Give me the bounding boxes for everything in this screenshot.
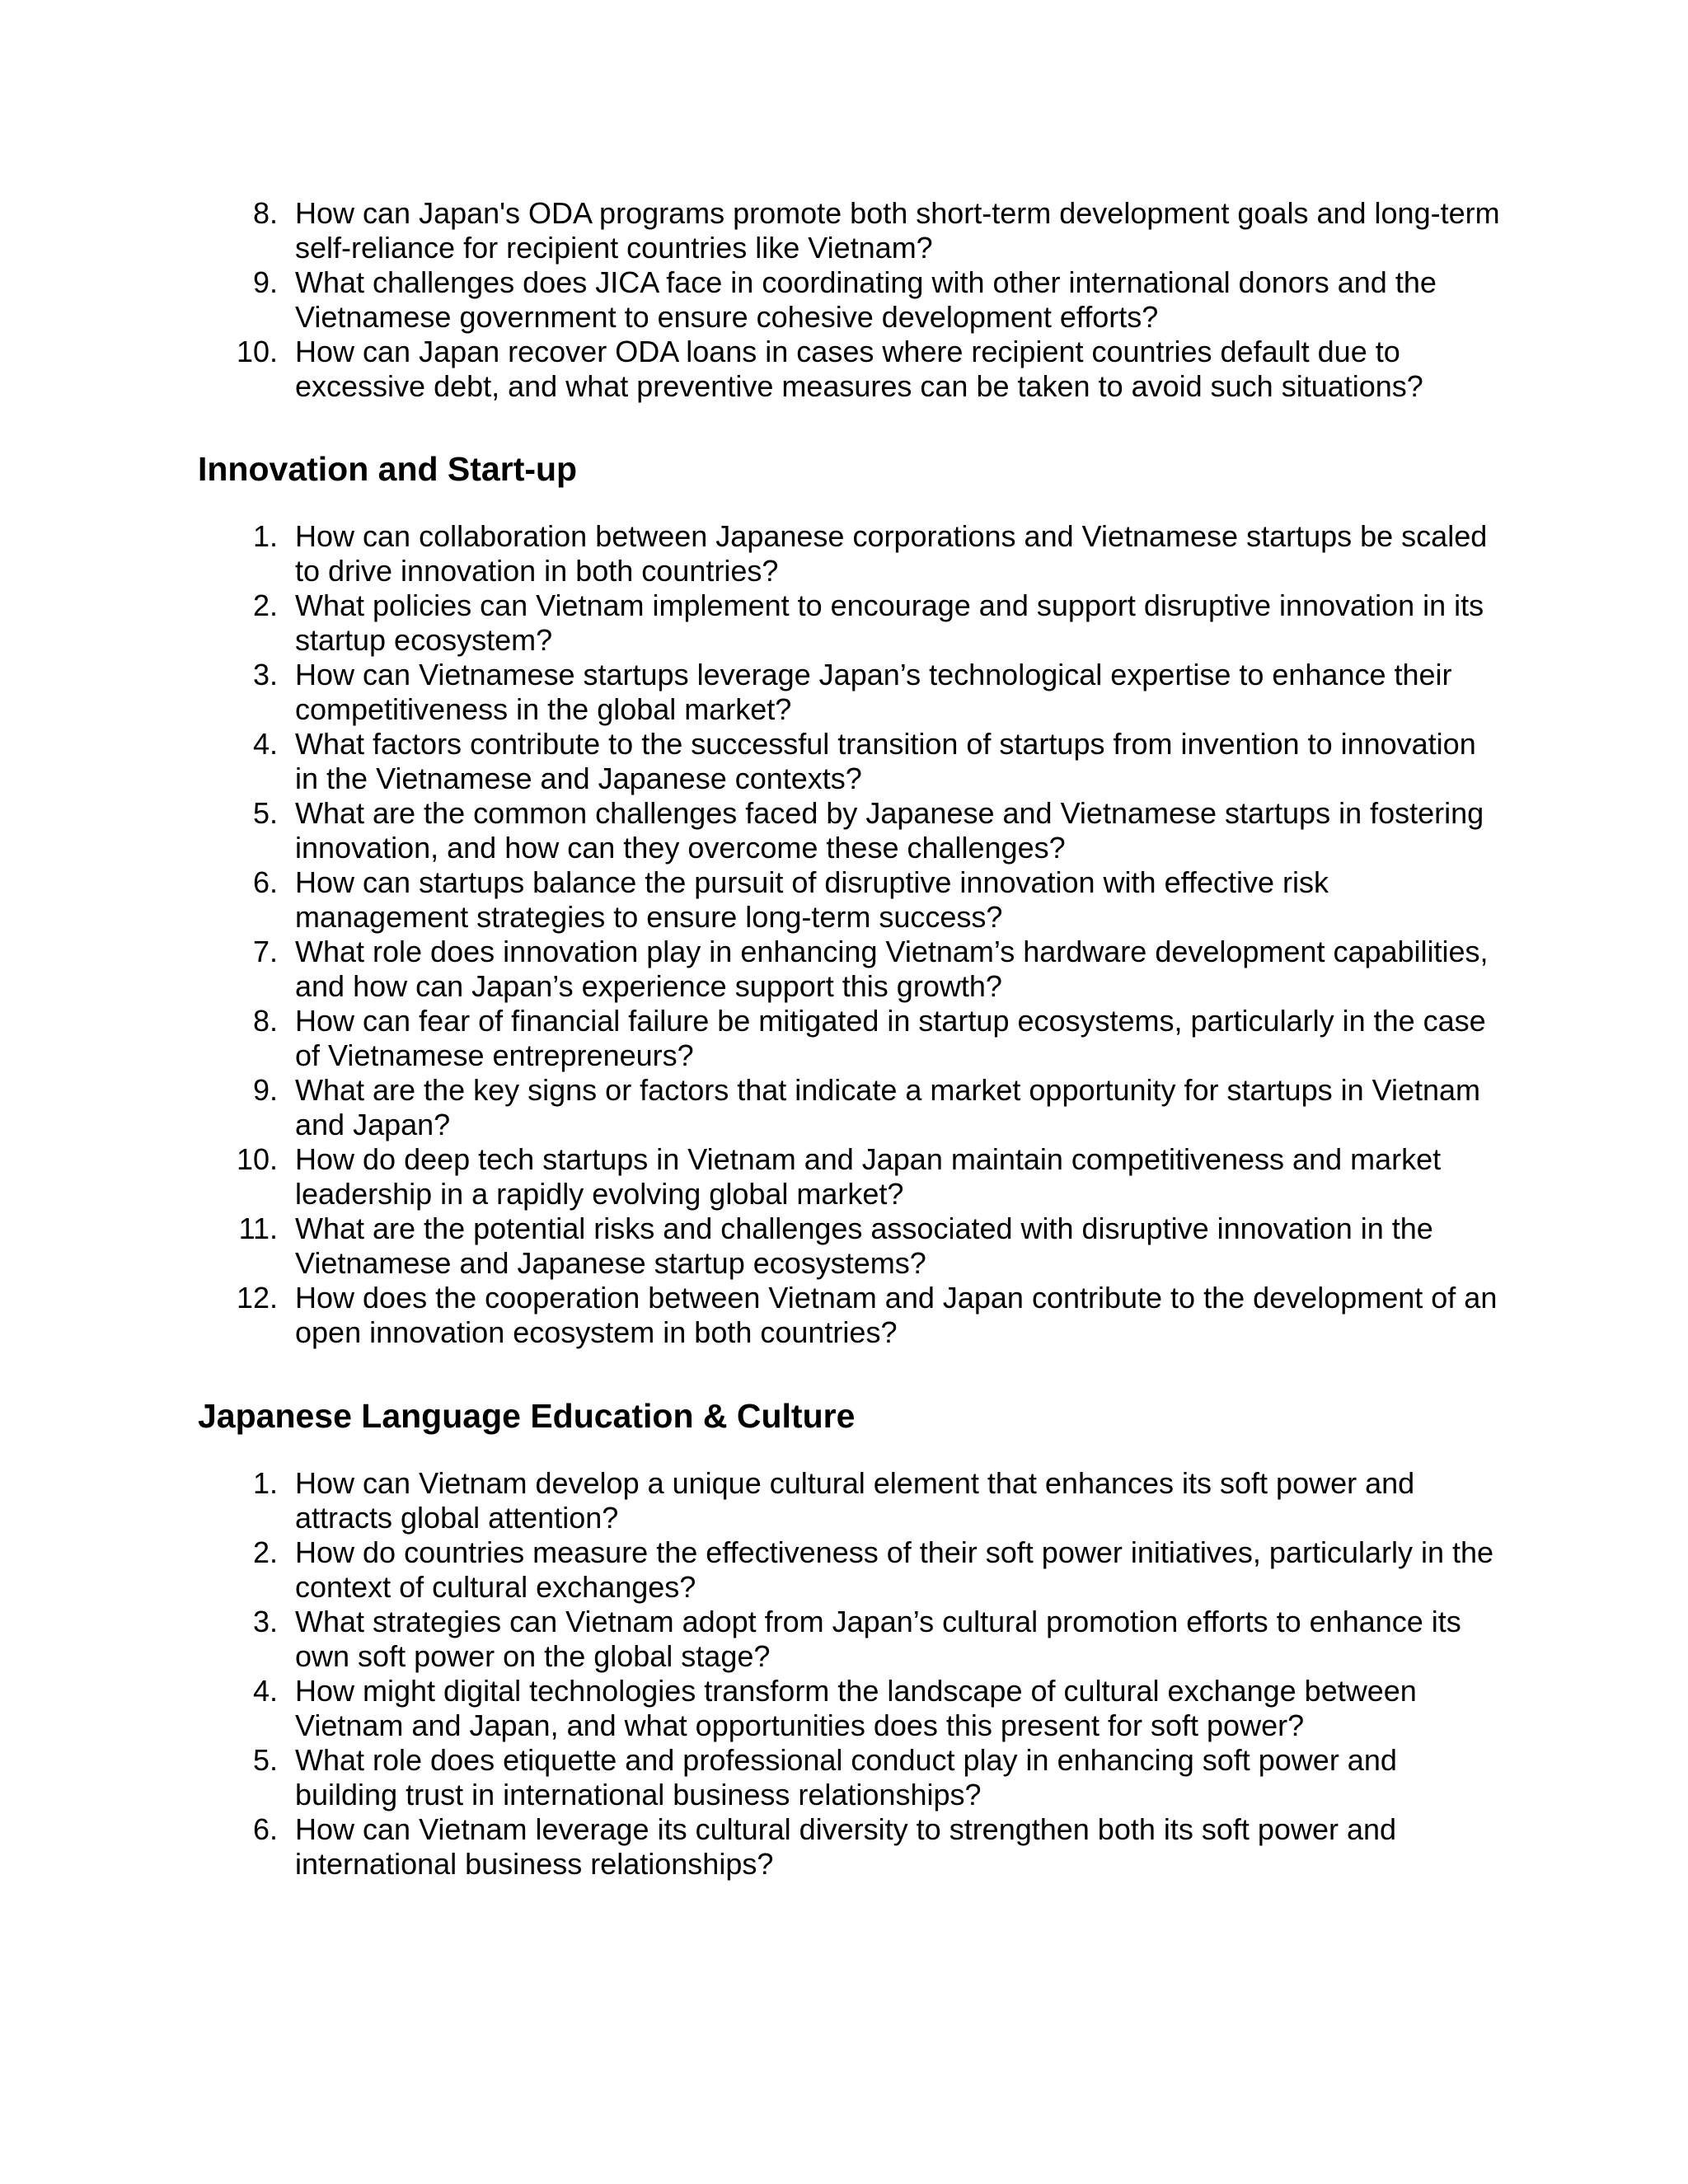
list-item-text: What role does innovation play in enhancing Vietnam’s hardware development capabilities, and how can Japan’s experience support this growth? (295, 935, 1489, 1003)
list-item-text: How can Vietnam leverage its cultural diversity to strengthen both its soft power and international business relationships? (295, 1812, 1397, 1881)
list-item-number: 12. (236, 1281, 278, 1315)
list-item-text: How can startups balance the pursuit of disruptive innovation with effective risk management strategies to ensure long-term success? (295, 865, 1329, 934)
innovation-questions-list (198, 519, 1500, 1350)
list-item-number: 5. (252, 1743, 278, 1777)
list-item-number: 3. (252, 658, 278, 691)
list-item (198, 658, 1500, 727)
list-item-number: 6. (252, 1812, 278, 1846)
list-item-text: How can Vietnam develop a unique cultural element that enhances its soft power and attracts global attention? (295, 1466, 1415, 1535)
list-item (198, 1743, 1500, 1812)
list-item-text: What are the common challenges faced by Japanese and Vietnamese startups in fostering innovation, and how can they overcome these challenges? (295, 796, 1484, 865)
list-item-number: 11. (238, 1212, 278, 1245)
list-item (198, 265, 1500, 335)
list-item-text: What are the potential risks and challenges associated with disruptive innovation in the Vietnamese and Japanese startup ecosystems? (295, 1212, 1433, 1280)
list-item (198, 588, 1500, 658)
list-item-text: How can fear of financial failure be mitigated in startup ecosystems, particularly in the case of Vietnamese entrepreneurs? (295, 1004, 1486, 1072)
list-item-number: 10. (236, 1142, 278, 1176)
list-item-text: How can collaboration between Japanese corporations and Vietnamese startups be scaled to drive innovation in both countries? (295, 519, 1488, 588)
list-item-number: 1. (252, 1466, 278, 1500)
list-item-number: 4. (252, 1674, 278, 1708)
list-item (198, 1535, 1500, 1605)
list-item (198, 935, 1500, 1004)
list-item-number: 2. (252, 1535, 278, 1569)
list-item-text: What policies can Vietnam implement to encourage and support disruptive innovation in its startup ecosystem? (295, 588, 1484, 657)
list-item (198, 1281, 1500, 1350)
list-item-text: What strategies can Vietnam adopt from Japan’s cultural promotion efforts to enhance its own soft power on the global stage? (295, 1605, 1461, 1673)
list-item (198, 796, 1500, 865)
list-item-number: 1. (252, 519, 278, 553)
list-item (198, 1674, 1500, 1743)
list-item-text: How can Vietnamese startups leverage Japan’s technological expertise to enhance their competitiveness in the global market? (295, 658, 1452, 726)
list-item-text: How do countries measure the effectiveness of their soft power initiatives, particularly in the context of cultural exchanges? (295, 1535, 1494, 1604)
document-content (198, 196, 1500, 1882)
list-item-number: 8. (252, 196, 278, 230)
list-item-text: How do deep tech startups in Vietnam and Japan maintain competitiveness and market leadership in a rapidly evolving global market? (295, 1142, 1442, 1211)
section-heading-language-culture: Japanese Language Education & Culture (198, 1397, 856, 1435)
list-item-number: 9. (252, 1073, 278, 1107)
list-item (198, 1212, 1500, 1281)
list-item-number: 5. (252, 796, 278, 830)
list-item-number: 6. (252, 865, 278, 899)
list-item (198, 1004, 1500, 1073)
list-item-number: 4. (252, 727, 278, 761)
list-item-number: 2. (252, 588, 278, 622)
culture-questions-list (198, 1466, 1500, 1882)
list-item-text: What role does etiquette and professional conduct play in enhancing soft power and building trust in international business relationships? (295, 1743, 1397, 1811)
list-item (198, 1073, 1500, 1142)
list-item-text: How can Japan recover ODA loans in cases where recipient countries default due to excessive debt, and what preventive measures can be taken to avoid such situations? (295, 335, 1423, 403)
list-item (198, 196, 1500, 265)
list-item-number: 9. (252, 265, 278, 299)
list-item (198, 1812, 1500, 1882)
list-item-number: 8. (252, 1004, 278, 1038)
list-item-text: What factors contribute to the successful transition of startups from invention to innovation in the Vietnamese and Japanese contexts? (295, 727, 1476, 795)
list-item (198, 1605, 1500, 1674)
list-item (198, 519, 1500, 588)
list-item-number: 10. (236, 335, 278, 368)
list-item-text: What are the key signs or factors that indicate a market opportunity for startups in Vietnam and Japan? (295, 1073, 1481, 1141)
list-item-text: How does the cooperation between Vietnam and Japan contribute to the development of an open innovation ecosystem in both countries? (295, 1281, 1498, 1349)
list-item-text: How might digital technologies transform the landscape of cultural exchange between Vietnam and Japan, and what opportunities does this present for soft power? (295, 1674, 1417, 1742)
list-item (198, 865, 1500, 935)
list-item (198, 1466, 1500, 1535)
list-item-text: What challenges does JICA face in coordinating with other international donors and the Vietnamese government to ensure cohesive development efforts? (295, 265, 1437, 334)
section-heading-innovation: Innovation and Start-up (198, 450, 578, 488)
list-item (198, 1142, 1500, 1212)
list-item-text: How can Japan's ODA programs promote both short-term development goals and long-term self-reliance for recipient countries like Vietnam? (295, 196, 1500, 265)
list-item-number: 7. (252, 935, 278, 968)
list-item-number: 3. (252, 1605, 278, 1638)
list-item (198, 335, 1500, 404)
odа-questions-list (198, 196, 1500, 404)
list-item (198, 727, 1500, 796)
